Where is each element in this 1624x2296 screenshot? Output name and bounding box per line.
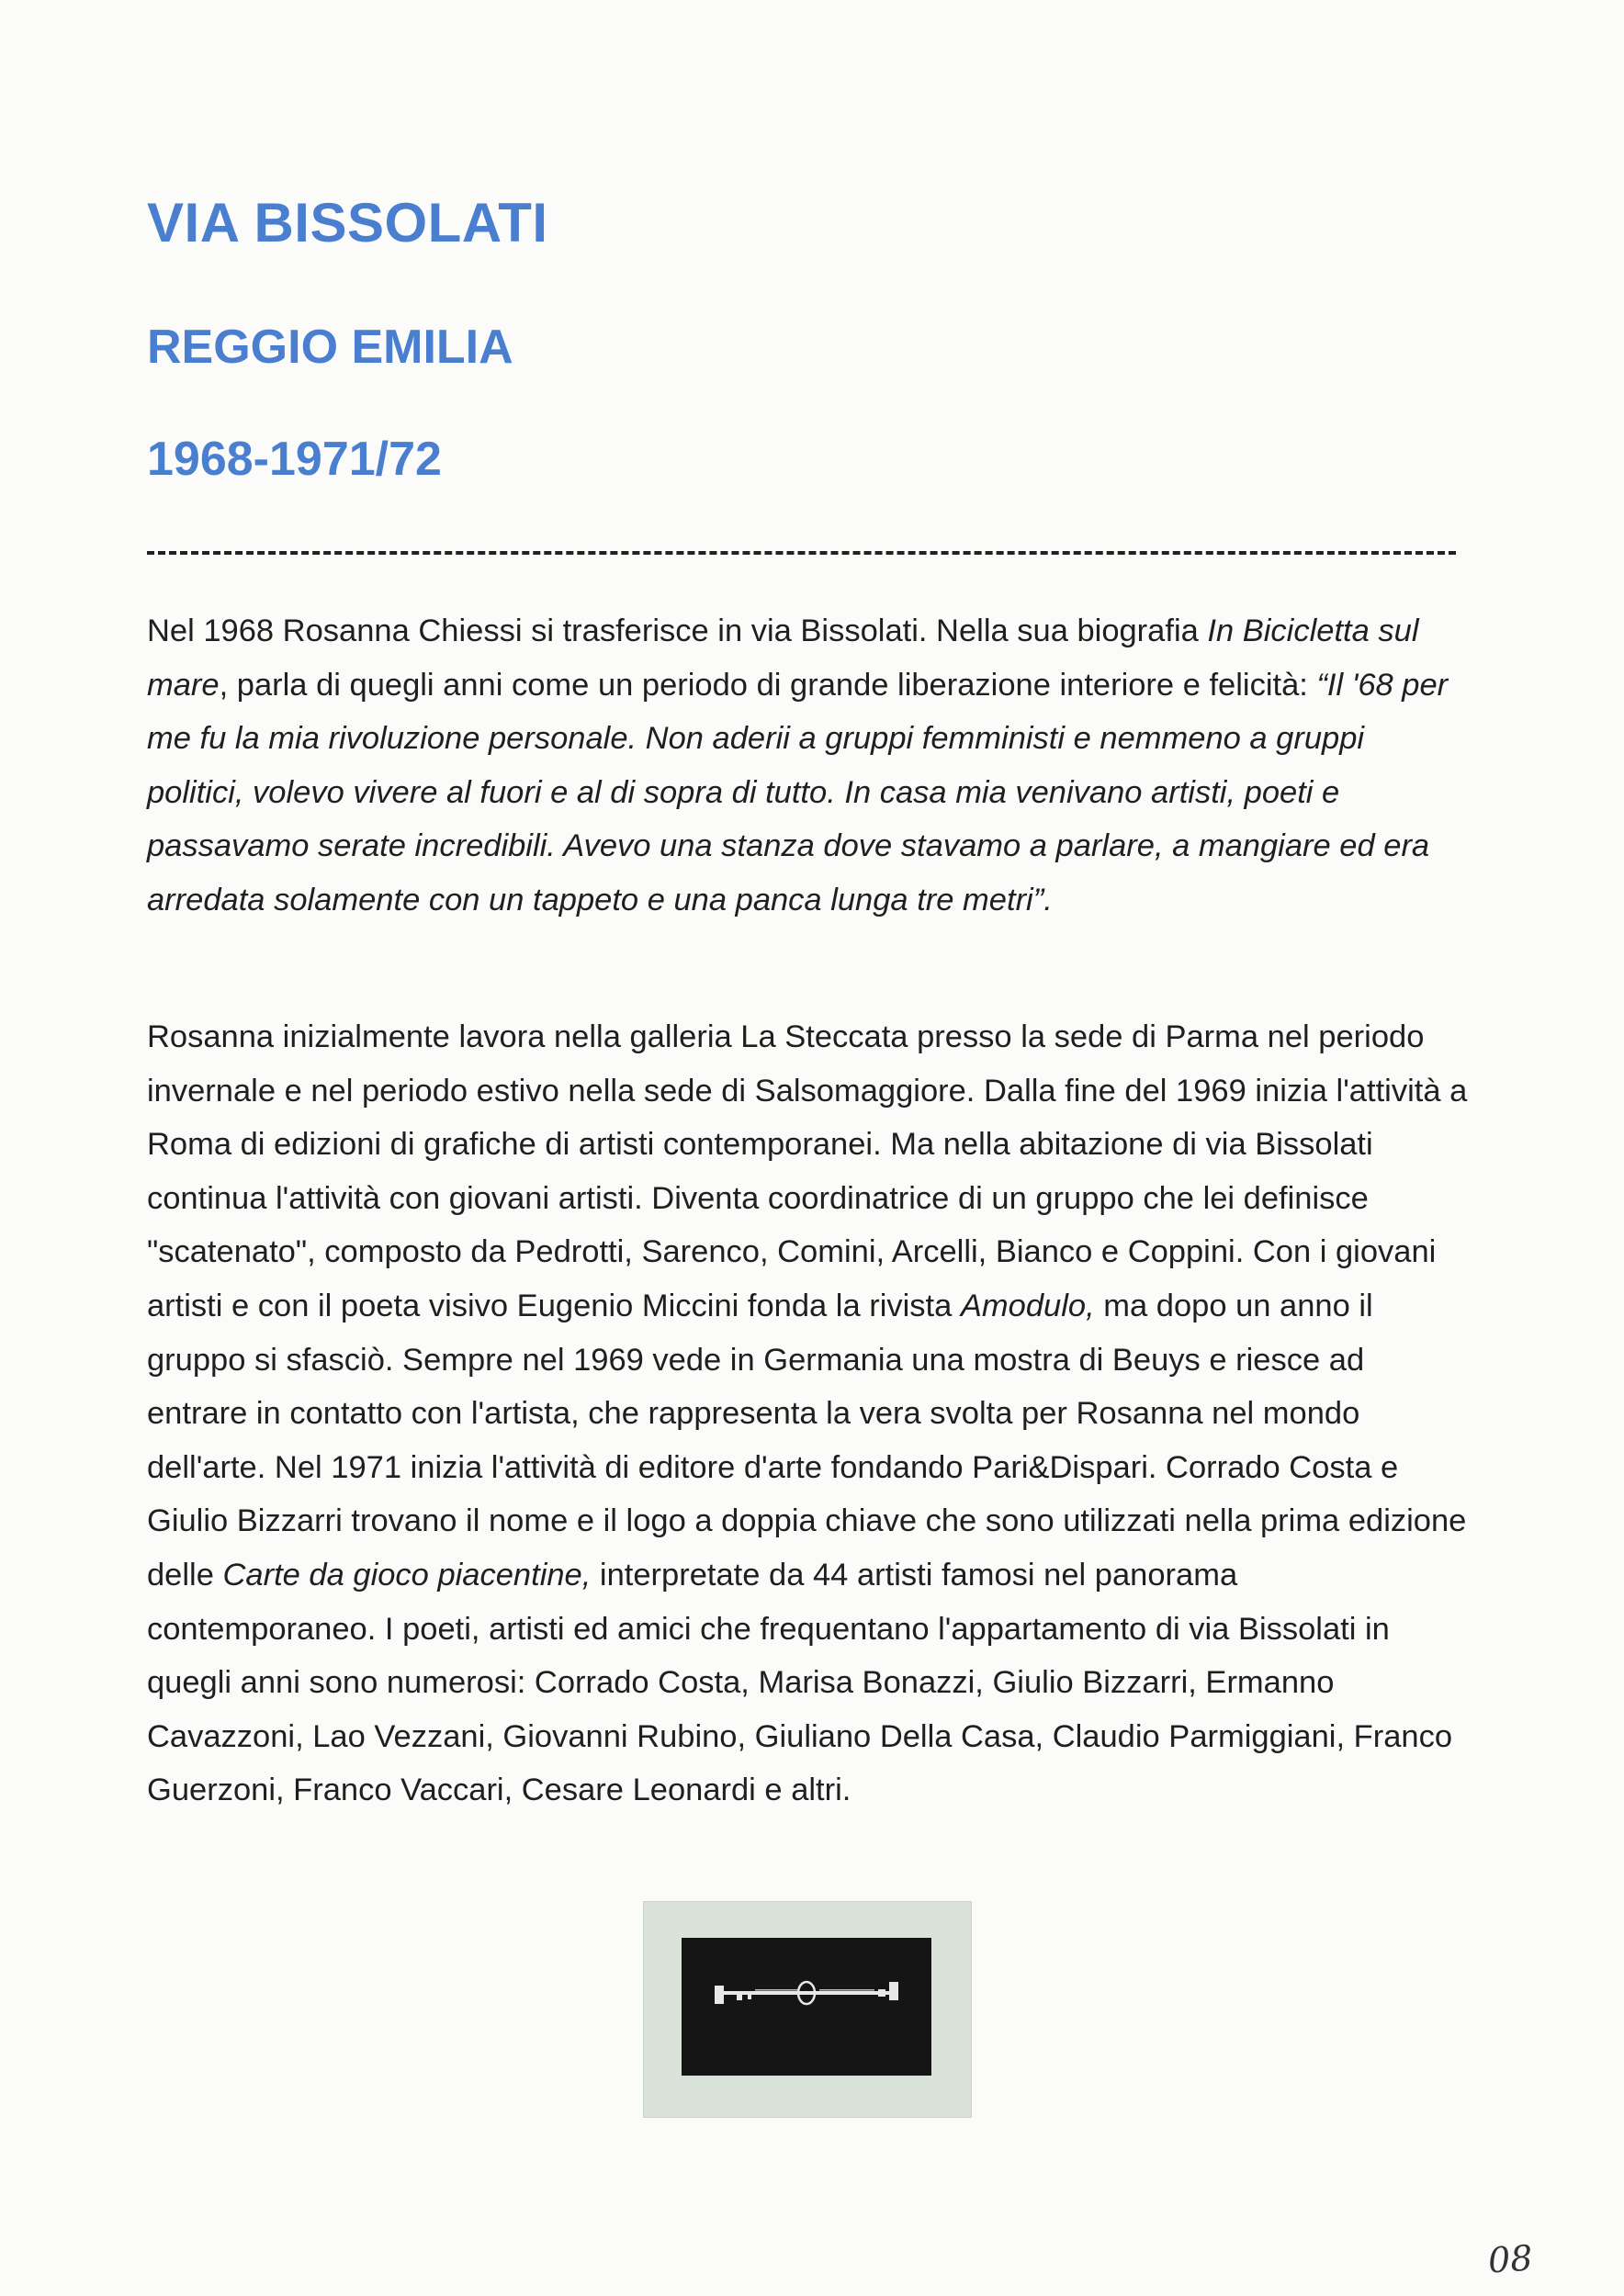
paragraph-2: [147, 1010, 1470, 1818]
paragraph-1-text-a: Nel 1968 Rosanna Chiessi si trasferisce in via Bissolati. Nella sua biografia: [147, 613, 1208, 648]
paragraph-1-quote: “Il '68 per me fu la mia rivoluzione personale. Non aderii a gruppi femministi e nemmeno a gruppi politici, volevo vivere al fuori e al di sopra di tutto. In casa mia venivano artisti, poeti e passavamo serate incredibili. Avevo una stanza dove stavamo a parlare, a mangiare ed era arredata solamente con un tappeto e una panca lunga tre metri”.: [147, 667, 1449, 917]
paragraph-1-book-title: In Bicicletta sul mare: [147, 613, 1419, 703]
paragraph-2-cards-title: Carte da gioco piacentine,: [222, 1557, 592, 1593]
paragraph-2-text-b: ma dopo un anno il gruppo si sfasciò. Sempre nel 1969 vede in Germania una mostra di Beuys e riesce ad entrare in contatto con l'artista, che rappresenta la vera svolta per Rosanna nel mondo dell'arte. Nel 1971 inizia l'attività di editore d'arte fondando Pari&Dispari. Corrado Costa e Giulio Bizzarri trovano il nome e il logo a doppia chiave che sono utilizzati nella prima edizione delle: [147, 1288, 1467, 1593]
double-key-logo-icon: [682, 1938, 931, 2076]
paragraph-2-magazine-title: Amodulo,: [960, 1288, 1095, 1323]
dashed-divider: [147, 551, 1456, 555]
paragraph-1: [147, 604, 1470, 928]
page-subtitle-city: REGGIO EMILIA: [147, 321, 513, 374]
paragraph-2-text-a: Rosanna inizialmente lavora nella galleria La Steccata presso la sede di Parma nel periodo invernale e nel periodo estivo nella sede di Salsomaggiore. Dalla fine del 1969 inizia l'attività a Roma di edizioni di grafiche di artisti contemporanei. Ma nella abitazione di via Bissolati continua l'attività con giovani artisti. Diventa coordinatrice di un gruppo che lei definisce "scatenato", composto da Pedrotti, Sarenco, Comini, Arcelli, Bianco e Coppini. Con i giovani artisti e con il poeta visivo Eugenio Miccini fonda la rivista: [147, 1019, 1468, 1323]
paragraph-2-text-c: interpretate da 44 artisti famosi nel panorama contemporaneo. I poeti, artisti ed amici che frequentano l'appartamento di via Bissolati in quegli anni sono numerosi: Corrado Costa, Marisa Bonazzi, Giulio Bizzarri, Ermanno Cavazzoni, Lao Vezzani, Giovanni Rubino, Giuliano Della Casa, Claudio Parmiggiani, Franco Guerzoni, Franco Vaccari, Cesare Leonardi e altri.: [147, 1557, 1453, 1808]
page-number: 08: [1486, 2237, 1534, 2281]
page-subtitle-years: 1968-1971/72: [147, 433, 442, 486]
page-title: VIA BISSOLATI: [147, 192, 548, 253]
artwork-photo: [643, 1901, 972, 2118]
paragraph-1-text-b: , parla di quegli anni come un periodo di grande liberazione interiore e felicità:: [219, 667, 1317, 703]
artwork-black-panel: [682, 1938, 931, 2076]
